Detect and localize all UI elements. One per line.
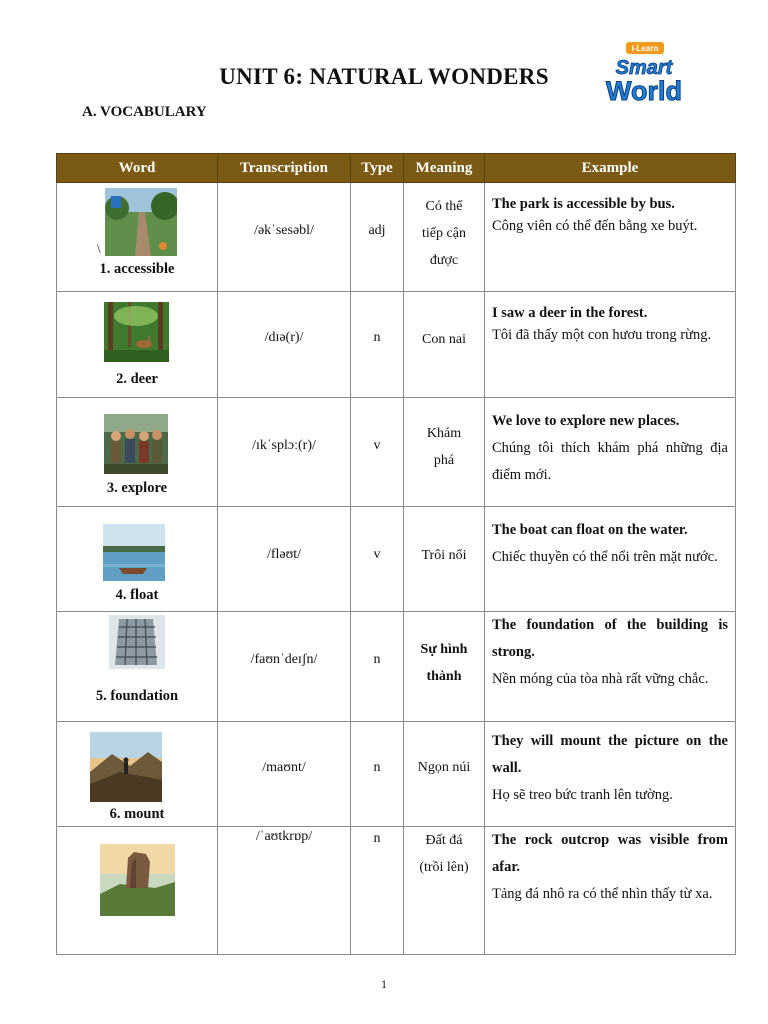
transcription-text: /dɪə(r)/ bbox=[264, 330, 304, 345]
example-cell bbox=[485, 292, 736, 398]
word-term: 5. foundation bbox=[95, 688, 179, 704]
type-cell bbox=[351, 507, 404, 612]
meaning-line: Con nai bbox=[422, 332, 466, 347]
boat-lake-image bbox=[103, 524, 165, 581]
example-english: The park is accessible by bus. bbox=[492, 196, 675, 212]
example-vietnamese: Nền móng của tòa nhà rất vững chắc. bbox=[492, 671, 709, 687]
transcription-cell bbox=[218, 183, 351, 292]
meaning-cell bbox=[404, 722, 485, 827]
table-row bbox=[57, 612, 736, 722]
word-cell bbox=[57, 292, 218, 398]
forest-deer-image bbox=[104, 302, 169, 362]
meaning-line: Khám bbox=[426, 426, 462, 441]
section-heading: A. VOCABULARY bbox=[82, 104, 207, 120]
example-vietnamese: Tôi đã thấy một con hươu trong rừng. bbox=[492, 327, 712, 343]
transcription-text: /əkˈsesəbl/ bbox=[254, 223, 314, 238]
type-text: adj bbox=[368, 223, 386, 238]
table-row bbox=[57, 722, 736, 827]
meaning-cell bbox=[404, 827, 485, 955]
type-cell bbox=[351, 292, 404, 398]
meaning-cell bbox=[404, 292, 485, 398]
example-vietnamese: Họ sẽ treo bức tranh lên tường. bbox=[492, 787, 673, 803]
type-cell bbox=[351, 183, 404, 292]
page-title: UNIT 6: NATURAL WONDERS bbox=[219, 64, 549, 89]
transcription-text: /faʊnˈdeɪʃn/ bbox=[250, 652, 318, 667]
meaning-line: Trôi nổi bbox=[421, 548, 467, 563]
header-type: Type bbox=[351, 154, 404, 183]
table-row bbox=[57, 292, 736, 398]
meaning-line: tiếp cận bbox=[422, 226, 466, 241]
building-frame-image bbox=[109, 615, 165, 669]
header-meaning: Meaning bbox=[404, 154, 485, 183]
word-cell bbox=[57, 722, 218, 827]
example-english: The foundation of the building is strong. bbox=[492, 617, 728, 660]
meaning-line: (trồi lên) bbox=[419, 860, 469, 875]
type-cell bbox=[351, 722, 404, 827]
type-text: v bbox=[373, 438, 381, 453]
meaning-cell bbox=[404, 398, 485, 507]
smart-world-logo bbox=[598, 40, 690, 110]
word-cell bbox=[57, 507, 218, 612]
transcription-cell bbox=[218, 398, 351, 507]
word-cell bbox=[57, 398, 218, 507]
transcription-cell bbox=[218, 722, 351, 827]
svg-text:Smart: Smart bbox=[615, 57, 673, 79]
meaning-line: Có thể bbox=[425, 199, 463, 214]
meaning-line: Đất đá bbox=[425, 833, 463, 848]
svg-text:i-Learn: i-Learn bbox=[631, 44, 659, 53]
meaning-line: thành bbox=[426, 669, 462, 684]
svg-text:World: World bbox=[606, 76, 682, 106]
transcription-cell bbox=[218, 612, 351, 722]
transcription-text: /fləʊt/ bbox=[266, 547, 302, 562]
word-cell bbox=[57, 827, 218, 955]
word-cell bbox=[57, 612, 218, 722]
stray-mark: \ bbox=[97, 241, 101, 256]
example-vietnamese: Tảng đá nhô ra có thể nhìn thấy từ xa. bbox=[492, 886, 713, 902]
mountain-hiker-image bbox=[90, 732, 162, 802]
word-term: 2. deer bbox=[116, 371, 158, 387]
transcription-text: /ɪkˈsplɔː(r)/ bbox=[252, 438, 316, 453]
table-row bbox=[57, 398, 736, 507]
word-term: 4. float bbox=[115, 587, 159, 603]
example-english: The boat can float on the water. bbox=[492, 522, 688, 538]
vocabulary-table bbox=[56, 153, 736, 955]
transcription-text: /ˈaʊtkrɒp/ bbox=[255, 829, 313, 844]
meaning-line: Ngọn núi bbox=[417, 760, 471, 775]
example-vietnamese: Chiếc thuyền có thể nổi trên mặt nước. bbox=[492, 549, 718, 565]
example-english: The rock outcrop was visible from afar. bbox=[492, 832, 728, 875]
table-row bbox=[57, 183, 736, 292]
transcription-cell bbox=[218, 507, 351, 612]
explorers-image bbox=[104, 414, 168, 474]
example-vietnamese: Công viên có thể đến bằng xe buýt. bbox=[492, 218, 698, 234]
header-example: Example bbox=[485, 154, 736, 183]
header-transcription: Transcription bbox=[218, 154, 351, 183]
transcription-cell bbox=[218, 827, 351, 955]
meaning-line: được bbox=[429, 253, 459, 268]
word-term: 3. explore bbox=[106, 480, 168, 496]
word-cell bbox=[57, 183, 218, 292]
type-text: n bbox=[373, 760, 381, 775]
word-term: 6. mount bbox=[109, 806, 165, 822]
example-vietnamese: Chúng tôi thích khám phá những địa điểm mới. bbox=[492, 440, 728, 483]
page-number: 1 bbox=[381, 977, 387, 991]
word-term: 1. accessible bbox=[99, 261, 175, 277]
example-english: We love to explore new places. bbox=[492, 413, 680, 429]
rock-outcrop-image bbox=[100, 844, 175, 916]
table-row bbox=[57, 827, 736, 955]
table-header-row bbox=[57, 154, 736, 183]
table-row bbox=[57, 507, 736, 612]
type-text: n bbox=[373, 652, 381, 667]
example-english: I saw a deer in the forest. bbox=[492, 305, 648, 321]
transcription-text: /maʊnt/ bbox=[262, 760, 306, 775]
example-cell bbox=[485, 827, 736, 955]
type-cell bbox=[351, 398, 404, 507]
type-cell bbox=[351, 612, 404, 722]
example-cell bbox=[485, 612, 736, 722]
example-cell bbox=[485, 507, 736, 612]
type-text: n bbox=[373, 831, 381, 846]
meaning-cell bbox=[404, 183, 485, 292]
example-cell bbox=[485, 398, 736, 507]
example-english: They will mount the picture on the wall. bbox=[492, 733, 728, 776]
example-cell bbox=[485, 183, 736, 292]
type-text: v bbox=[373, 547, 381, 562]
park-path-image bbox=[105, 188, 177, 256]
type-cell bbox=[351, 827, 404, 955]
meaning-cell bbox=[404, 507, 485, 612]
meaning-line: phá bbox=[433, 453, 455, 468]
header-word: Word bbox=[57, 154, 218, 183]
example-cell bbox=[485, 722, 736, 827]
transcription-cell bbox=[218, 292, 351, 398]
meaning-line: Sự hình bbox=[420, 642, 468, 657]
type-text: n bbox=[373, 330, 381, 345]
meaning-cell bbox=[404, 612, 485, 722]
